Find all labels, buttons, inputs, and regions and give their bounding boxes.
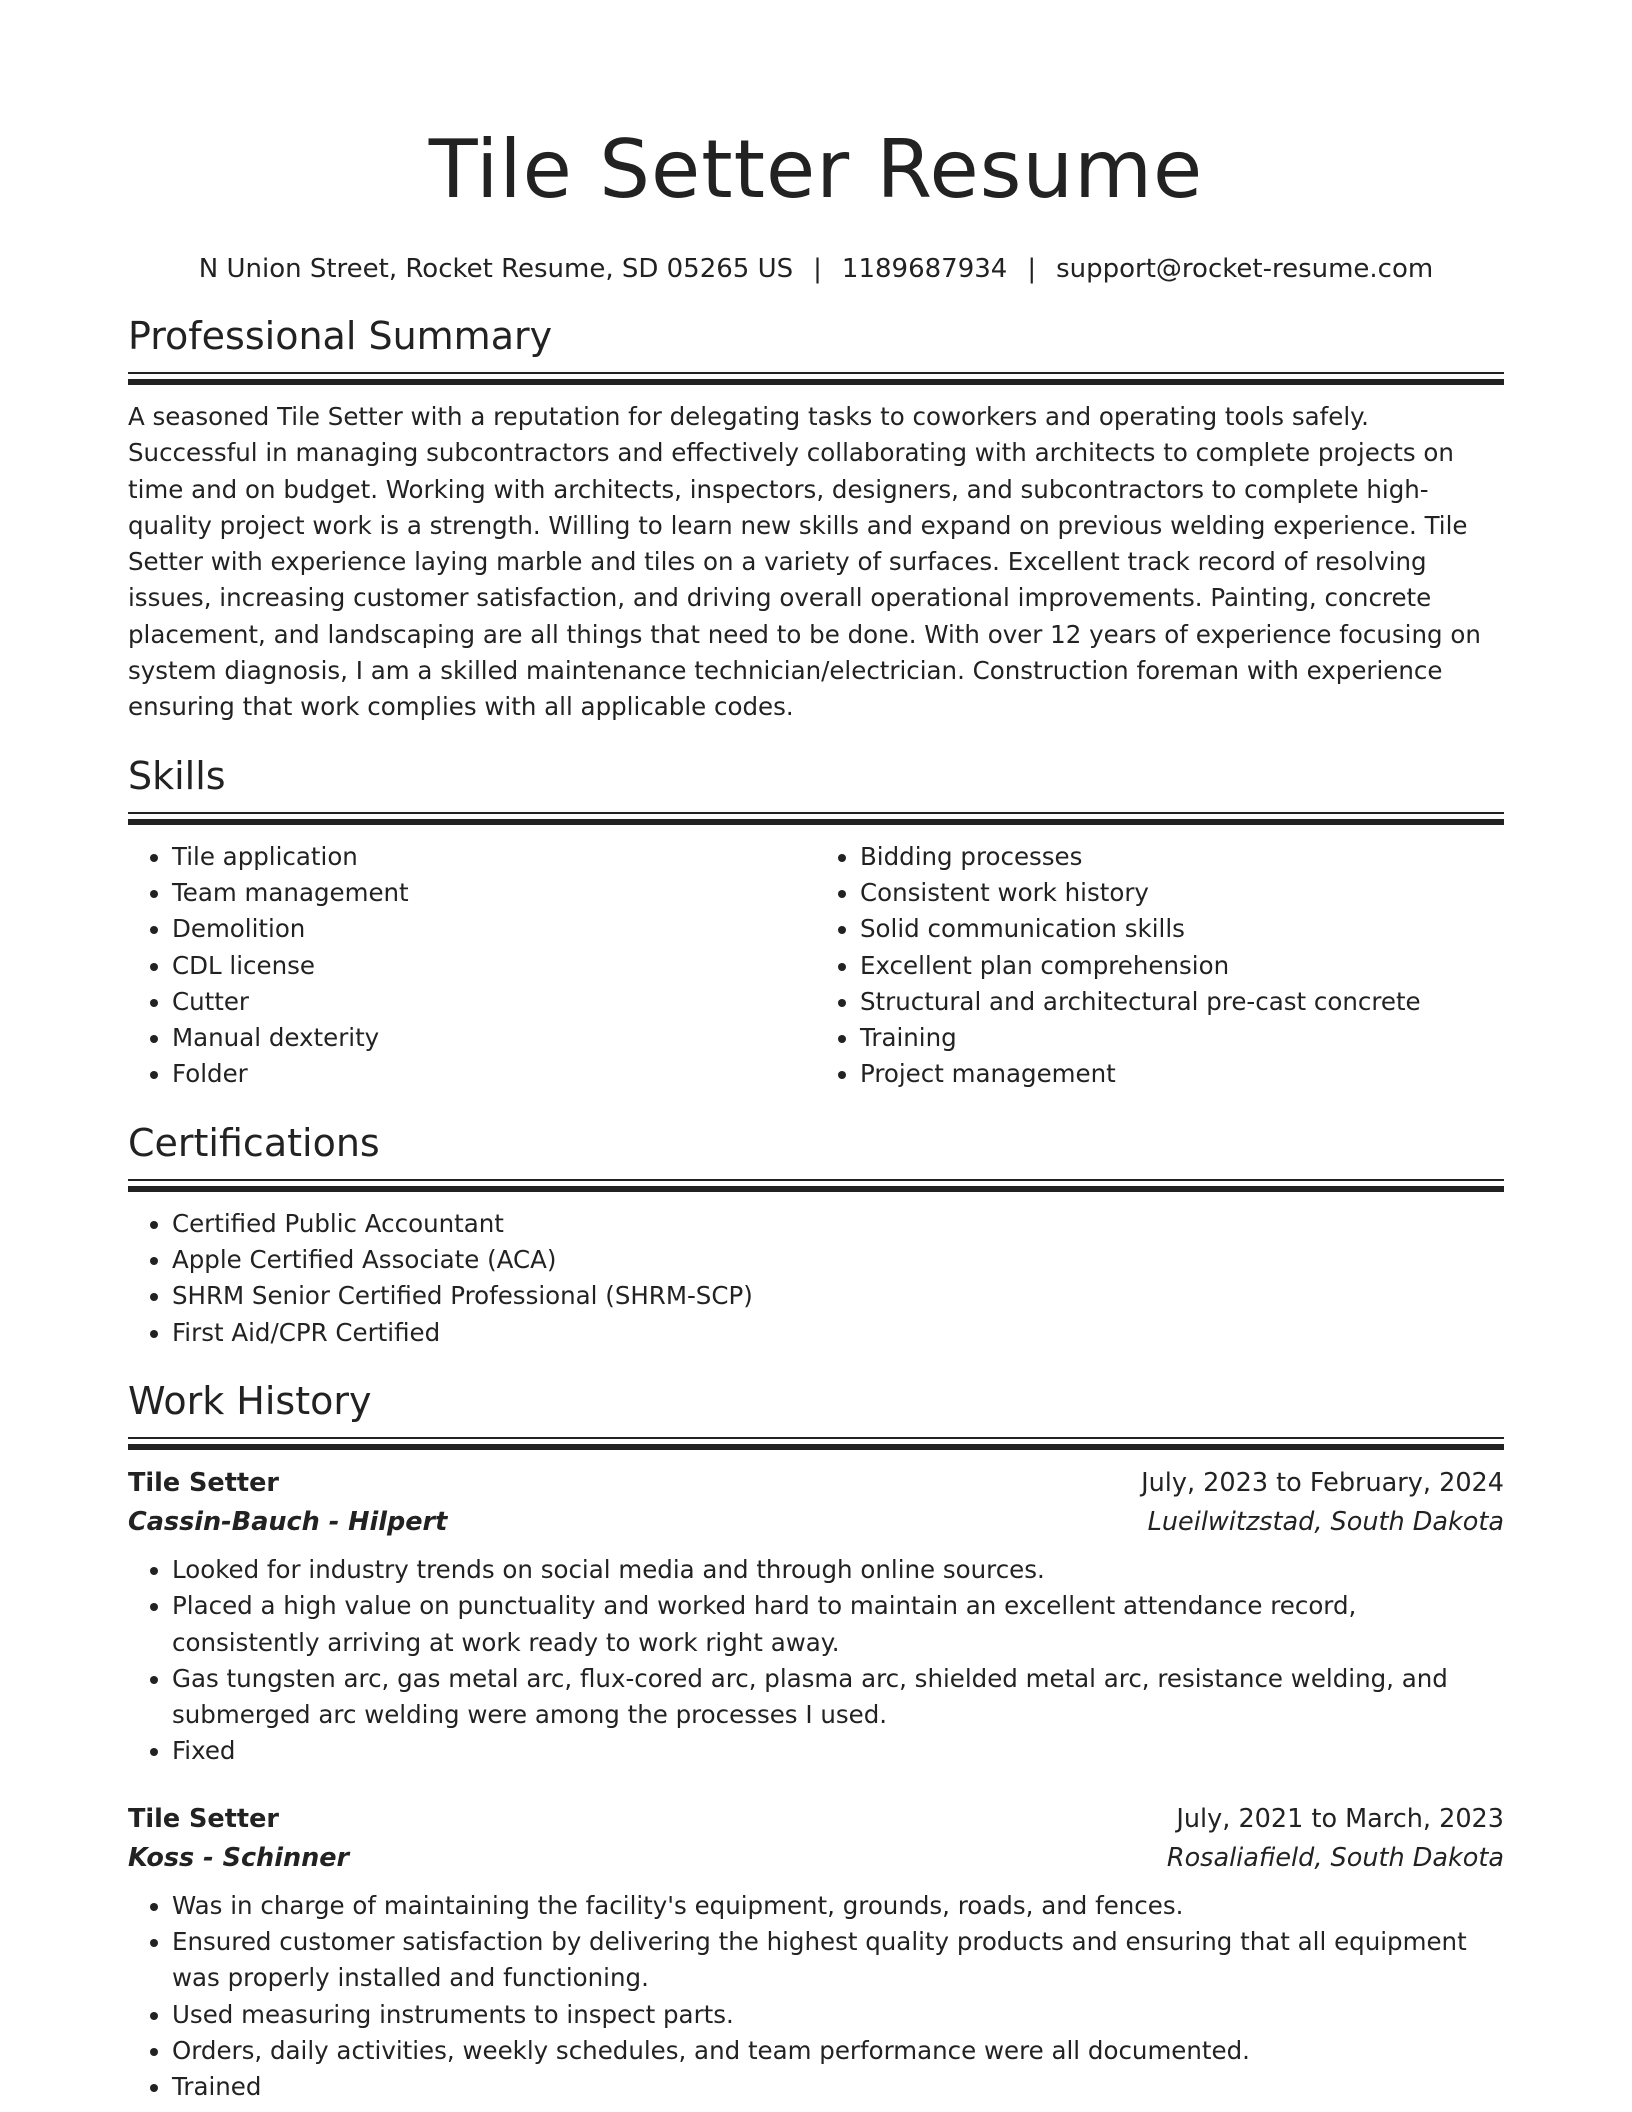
skill-item: • Solid communication skills — [860, 911, 1504, 947]
job-company: Cassin-Bauch - Hilpert — [128, 1506, 448, 1537]
skill-item: • Training — [860, 1020, 1504, 1056]
skill-item: • Manual dexterity — [172, 1020, 816, 1056]
section-heading: Professional Summary — [128, 314, 553, 358]
job-duty: • Fixed — [172, 1733, 1504, 1769]
job-title: Tile Setter — [128, 1803, 279, 1834]
professional-summary-section — [128, 312, 1504, 726]
section-divider — [128, 372, 1504, 385]
skills-list-right — [816, 839, 1504, 1093]
certification-item: • Certified Public Accountant — [172, 1206, 1504, 1242]
job-duties-list — [128, 1888, 1504, 2106]
section-heading: Work History — [128, 1378, 372, 1423]
skill-item: • Bidding processes — [860, 839, 1504, 875]
job-duties-list — [128, 1552, 1504, 1770]
skills-list-left — [128, 839, 816, 1093]
section-heading: Certifications — [128, 1120, 380, 1165]
skills-grid — [128, 839, 1504, 1093]
job-duty: • Used measuring instruments to inspect parts. — [172, 1997, 1504, 2033]
job-title: Tile Setter — [128, 1467, 279, 1498]
summary-text: A seasoned Tile Setter with a reputation for delegating tasks to coworkers and operating tools safely. Successful in managing subcontractors and effectively collaborating with architects to complete projects on time and on budget. Working with architects, inspectors, designers, and subcontractors to complete high-quality project work is a strength. Willing to learn new skills and expand on previous welding experience. Tile Setter with experience laying marble and tiles on a variety of surfaces. Excellent track record of resolving issues, increasing customer satisfaction, and driving overall operational improvements. Painting, concrete placement, and landscaping are all things that need to be done. With over 12 years of experience focusing on system diagnosis, I am a skilled maintenance technician/electrician. Construction foreman with experience ensuring that work complies with all applicable codes. — [128, 402, 1481, 722]
contact-phone: 1189687934 — [841, 254, 1008, 284]
job-duty: • Ensured customer satisfaction by delivering the highest quality products and ensuring that all equipment was properly installed and functioning. — [172, 1924, 1504, 1997]
contact-email: support@rocket-resume.com — [1056, 254, 1434, 284]
job-header-row — [128, 1464, 1504, 1503]
job-location: Rosaliafield, South Dakota — [1166, 1842, 1504, 1873]
work-history-section — [128, 1377, 1504, 2106]
job-company-row — [128, 1839, 1504, 1878]
job-dates: July, 2021 to March, 2023 — [1176, 1803, 1504, 1834]
skill-item: • Consistent work history — [860, 875, 1504, 911]
page-title: Tile Setter Resume — [428, 123, 1204, 216]
skill-item: • Excellent plan comprehension — [860, 948, 1504, 984]
skill-item: • Folder — [172, 1056, 816, 1092]
skill-item: • CDL license — [172, 948, 816, 984]
job-duty: • Gas tungsten arc, gas metal arc, flux-cored arc, plasma arc, shielded metal arc, resistance welding, and submerged arc welding were among the processes I used. — [172, 1661, 1504, 1734]
job-entry — [128, 1800, 1504, 2106]
contact-separator: | — [813, 254, 822, 284]
section-heading: Skills — [128, 753, 226, 798]
certification-item: • SHRM Senior Certified Professional (SHRM-SCP) — [172, 1278, 1504, 1314]
skills-section — [128, 752, 1504, 1093]
job-company: Koss - Schinner — [128, 1842, 350, 1873]
certifications-section — [128, 1119, 1504, 1351]
job-entry — [128, 1464, 1504, 1770]
job-header-row — [128, 1800, 1504, 1839]
skill-item: • Demolition — [172, 911, 816, 947]
job-duty: • Looked for industry trends on social media and through online sources. — [172, 1552, 1504, 1588]
skill-item: • Project management — [860, 1056, 1504, 1092]
skill-item: • Cutter — [172, 984, 816, 1020]
contact-separator: | — [1027, 254, 1037, 284]
job-duty: • Placed a high value on punctuality and worked hard to maintain an excellent attendance record, consistently arriving at work ready to work right away. — [172, 1588, 1504, 1661]
skill-item: • Team management — [172, 875, 816, 911]
contact-address: N Union Street, Rocket Resume, SD 05265 US — [198, 254, 794, 284]
job-duty: • Was in charge of maintaining the facility's equipment, grounds, roads, and fences. — [172, 1888, 1504, 1924]
contact-line — [128, 252, 1504, 286]
certification-item: • Apple Certified Associate (ACA) — [172, 1242, 1504, 1278]
section-divider — [128, 1179, 1504, 1192]
job-company-row — [128, 1503, 1504, 1542]
skill-item: • Structural and architectural pre-cast concrete — [860, 984, 1504, 1020]
job-dates: July, 2023 to February, 2024 — [1141, 1467, 1504, 1498]
job-location: Lueilwitzstad, South Dakota — [1147, 1506, 1504, 1537]
job-duty: • Trained — [172, 2069, 1504, 2105]
section-divider — [128, 1437, 1504, 1450]
certifications-list — [128, 1206, 1504, 1351]
skill-item: • Tile application — [172, 839, 816, 875]
job-duty: • Orders, daily activities, weekly schedules, and team performance were all documented. — [172, 2033, 1504, 2069]
certification-item: • First Aid/CPR Certified — [172, 1315, 1504, 1351]
section-divider — [128, 812, 1504, 825]
